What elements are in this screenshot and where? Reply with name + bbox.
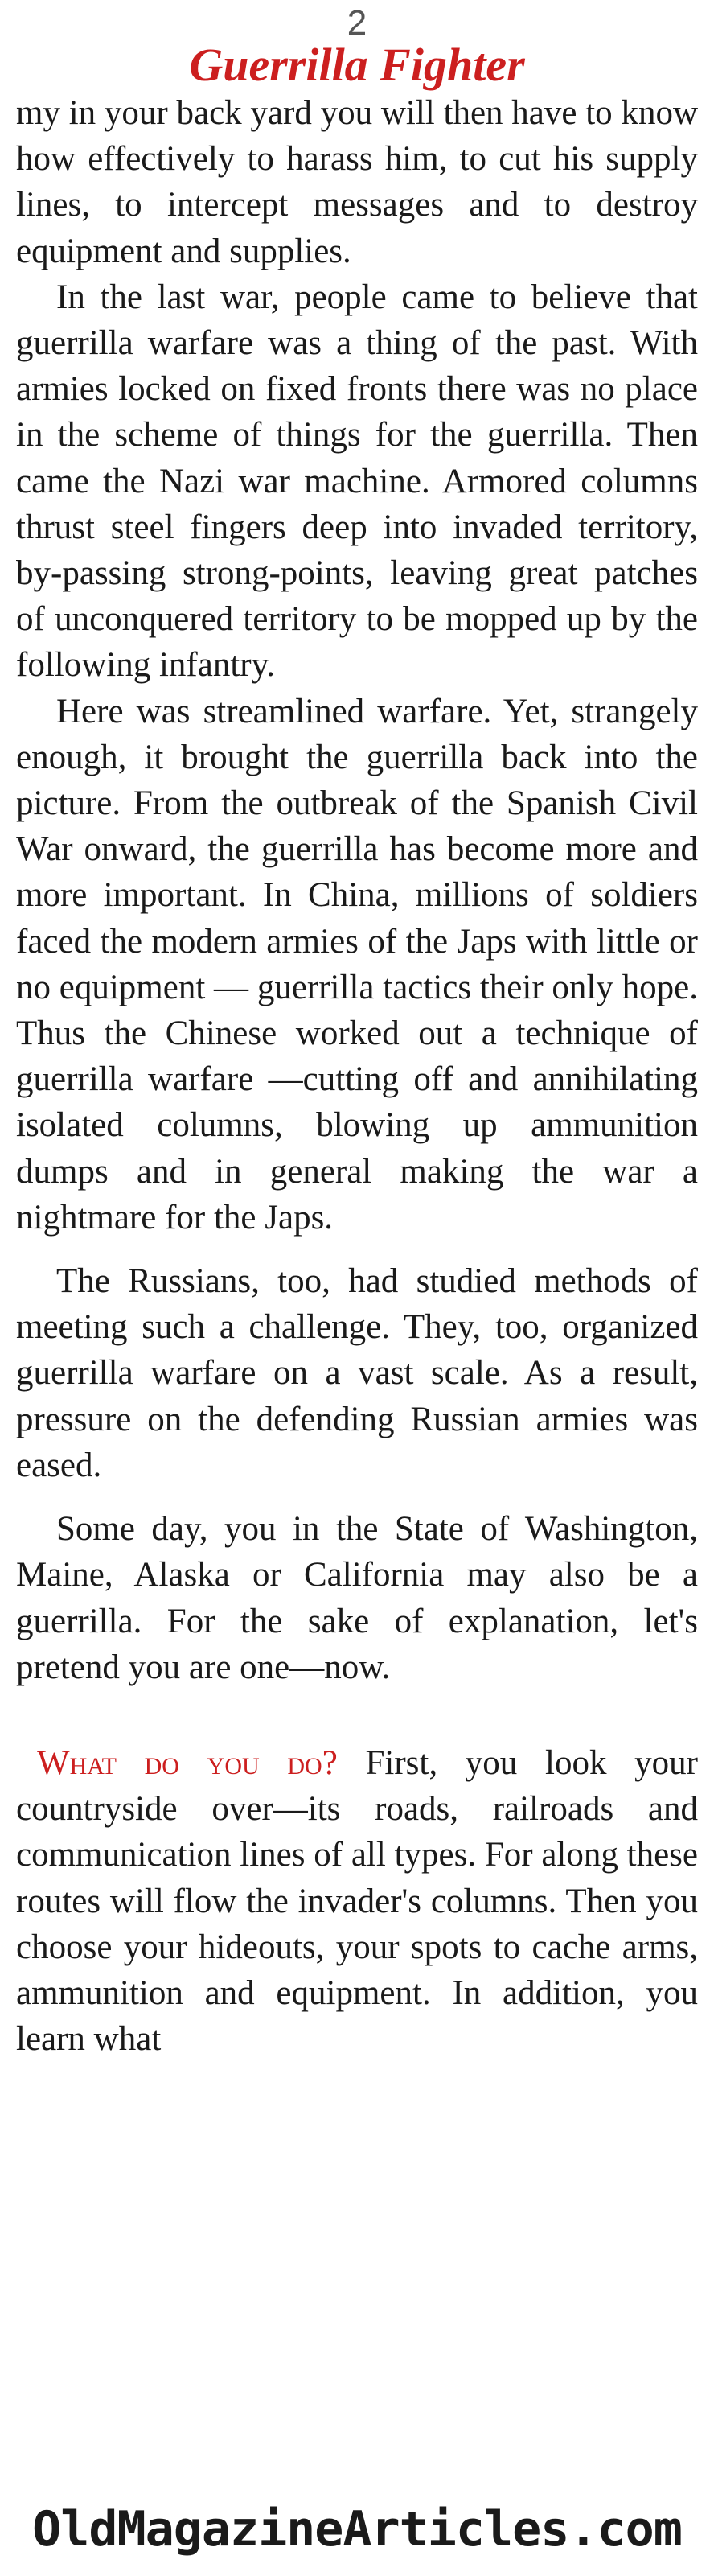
paragraph-what-do-you-do [16,1740,698,2062]
section-text: First, you look your countryside over—its roads, railroads and communication lines of all types. For along these routes will flow the invader's columns. Then you choose your hideouts, your spots to cache arms, ammunition and equipment. In addition, you learn what [16,1743,698,2059]
article-body [16,90,698,2062]
paragraph-some-day: Some day, you in the State of Washington, Maine, Alaska or California may also be a guerrilla. For the sake of explanation, let's pretend you are one—now. [16,1510,698,1686]
section-heading: What do you do? [37,1743,338,1782]
footer-site-watermark: OldMagazineArticles.com [32,2501,682,2557]
running-title: Guerrilla Fighter [189,39,525,91]
page-number: 2 [347,3,367,43]
paragraph-streamlined-warfare: Here was streamlined warfare. Yet, strangely enough, it brought the guerrilla back into the picture. From the outbreak of the Spanish Civil War onward, the guerrilla has become more and more important. In China, millions of soldiers faced the modern armies of the Japs with little or no equipment — guerrilla tactics their only hope. Thus the Chinese worked out a technique of guerrilla warfare —cutting off and annihilating isolated columns, blowing up ammunition dumps and in general making the war a nightmare for the Japs. [16,692,698,1237]
paragraph-russians: The Russians, too, had studied methods of meeting such a challenge. They, too, organized guerrilla warfare on a vast scale. As a result, pressure on the defending Russian armies was eased. [16,1262,698,1484]
paragraph-last-war: In the last war, people came to believe that guerrilla warfare was a thing of the past. With armies locked on fixed fronts there was no place in the scheme of things for the guerrilla. Then came the Nazi war machine. Armored columns thrust steel fingers deep into invaded territory, by-passing strong-points, leaving great patches of unconquered territory to be mopped up by the following infantry. [16,278,698,685]
paragraph-continued: my in your back yard you will then have to know how effectively to harass him, to cut his supply lines, to intercept messages and to destroy equipment and supplies. [16,94,698,270]
